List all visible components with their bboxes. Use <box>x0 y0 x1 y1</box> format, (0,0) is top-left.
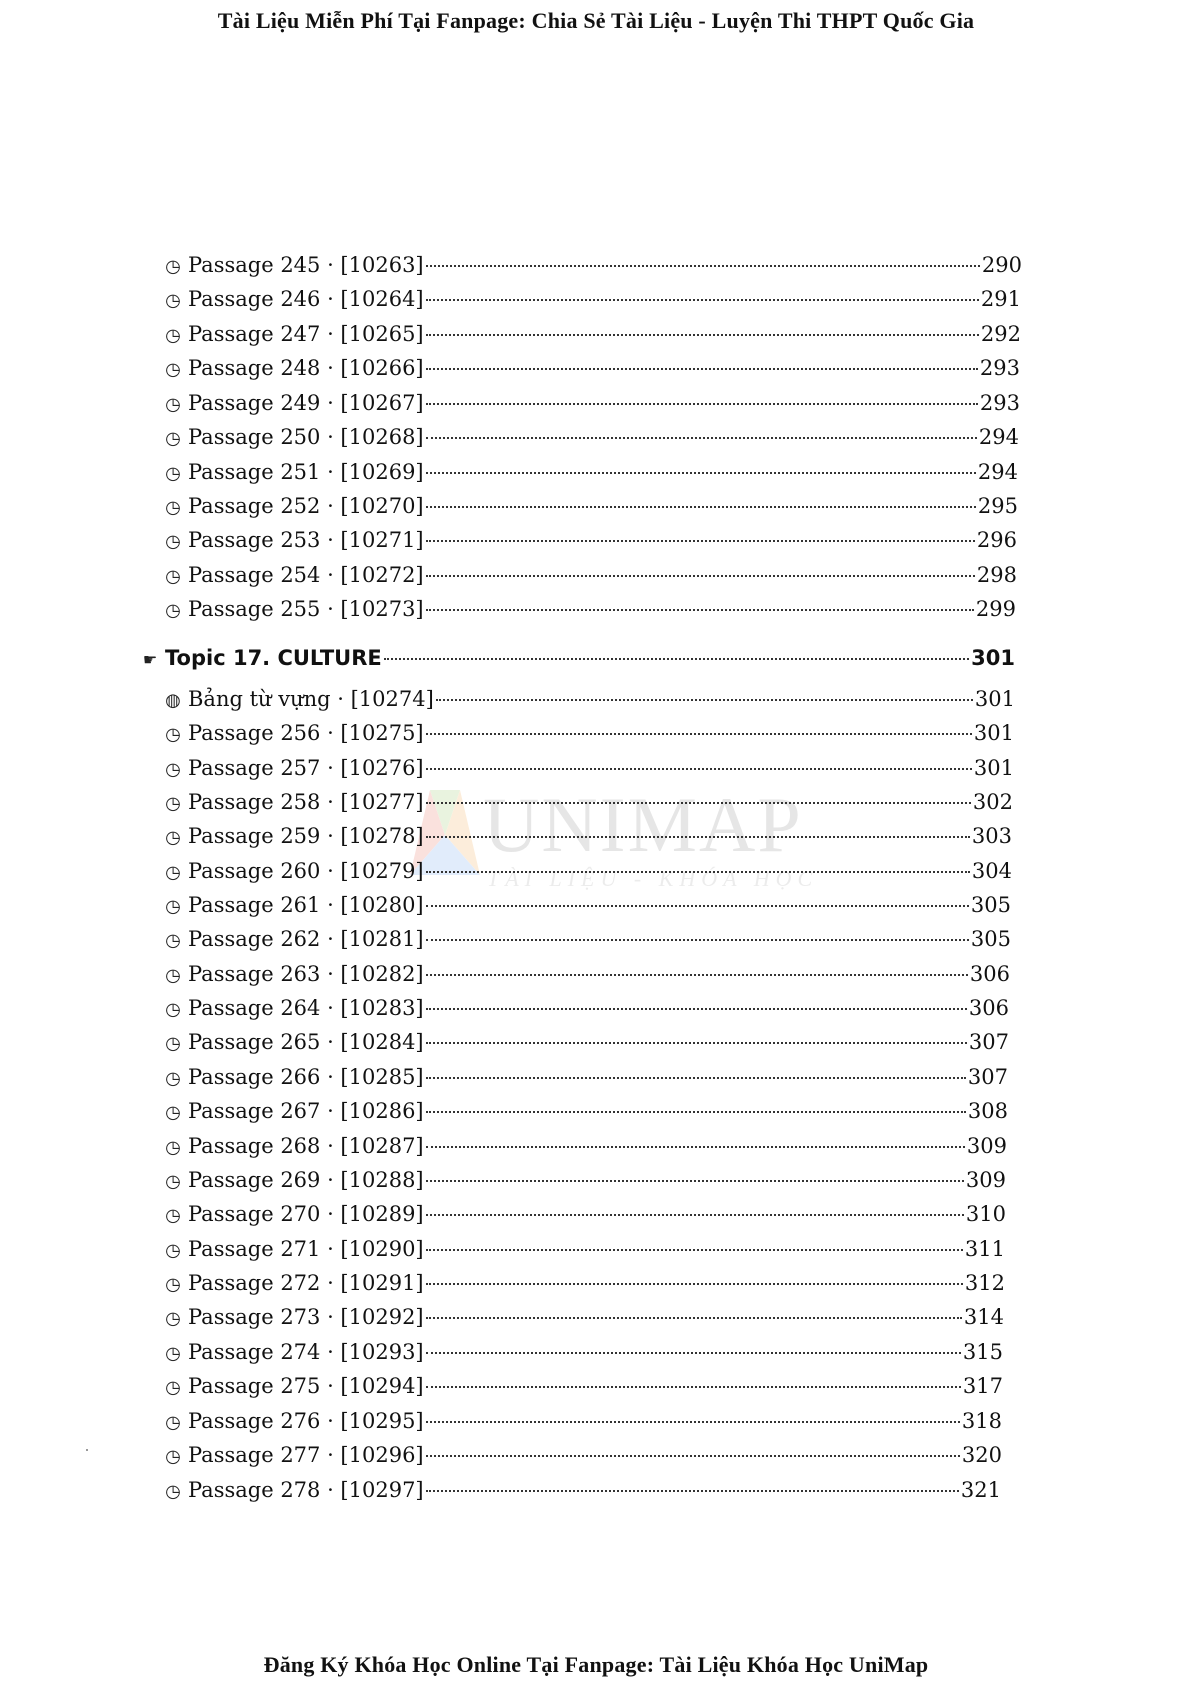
dot-leader <box>426 1146 965 1148</box>
toc-entry-label: Passage 251 · [10269] <box>188 460 424 484</box>
toc-page-number: 301 <box>973 756 1014 780</box>
clock-icon: ◷ <box>165 566 181 587</box>
toc-page-number: 294 <box>978 425 1019 449</box>
toc-entry-row[interactable] <box>163 1096 1008 1126</box>
toc-entry-label: Passage 250 · [10268] <box>188 425 424 449</box>
dot-leader <box>426 1077 966 1079</box>
clock-icon: ◷ <box>165 1412 181 1433</box>
toc-entry-label: Passage 252 · [10270] <box>188 494 424 518</box>
toc-entry-label: Passage 246 · [10264] <box>188 287 424 311</box>
dot-leader <box>426 1249 963 1251</box>
dot-leader <box>426 1421 960 1423</box>
dot-leader <box>426 334 979 336</box>
dot-leader <box>426 403 978 405</box>
toc-entry-row[interactable] <box>163 1440 1002 1470</box>
clock-icon: ◷ <box>165 896 181 917</box>
toc-page-number: 312 <box>964 1271 1005 1295</box>
toc-entry-row[interactable] <box>163 924 1011 954</box>
toc-entry-label: Passage 249 · [10267] <box>188 391 424 415</box>
dot-leader <box>426 299 979 301</box>
toc-entry-label: Topic 17. CULTURE <box>165 646 382 670</box>
toc-page-number: 301 <box>974 687 1015 711</box>
toc-page-number: 305 <box>970 927 1011 951</box>
toc-entry-row[interactable] <box>163 1165 1006 1195</box>
toc-entry-label: Passage 275 · [10294] <box>188 1374 424 1398</box>
clock-icon: ◷ <box>165 1308 181 1329</box>
toc-entry-row[interactable] <box>163 856 1012 886</box>
toc-entry-row[interactable] <box>163 1131 1007 1161</box>
toc-entry-label: Passage 276 · [10295] <box>188 1409 424 1433</box>
dot-leader <box>426 540 975 542</box>
hand-pointing-icon: ☛ <box>142 650 158 669</box>
dot-leader <box>426 437 977 439</box>
toc-page-number: 315 <box>962 1340 1003 1364</box>
toc-entry-row[interactable] <box>163 353 1020 383</box>
toc-page-number: 294 <box>977 460 1018 484</box>
toc-page-number: 309 <box>966 1134 1007 1158</box>
toc-entry-label: Passage 256 · [10275] <box>188 721 424 745</box>
dot-leader <box>426 368 978 370</box>
toc-entry-label: Passage 259 · [10278] <box>188 824 424 848</box>
toc-page-number: 293 <box>979 356 1020 380</box>
toc-page-number: 317 <box>962 1374 1003 1398</box>
toc-entry-label: Passage 260 · [10279] <box>188 859 424 883</box>
toc-page-number: 306 <box>969 962 1010 986</box>
clock-icon: ◷ <box>165 1068 181 1089</box>
clock-icon: ◷ <box>165 1343 181 1364</box>
toc-entry-label: Passage 272 · [10291] <box>188 1271 424 1295</box>
clock-icon: ◷ <box>165 1274 181 1295</box>
toc-entry-row[interactable] <box>163 560 1017 590</box>
dot-leader <box>426 1386 961 1388</box>
clock-icon: ◷ <box>165 600 181 621</box>
globe-icon: ◍ <box>165 690 181 711</box>
toc-entry-row[interactable] <box>163 525 1017 555</box>
clock-icon: ◷ <box>165 394 181 415</box>
page-header: Tài Liệu Miễn Phí Tại Fanpage: Chia Sẻ Tài Liệu - Luyện Thi THPT Quốc Gia <box>217 8 975 33</box>
toc-entry-label: Passage 247 · [10265] <box>188 322 424 346</box>
toc-entry-row[interactable] <box>163 1199 1006 1229</box>
dot-leader <box>426 1042 967 1044</box>
clock-icon: ◷ <box>165 1102 181 1123</box>
dot-leader <box>426 1352 961 1354</box>
watermark-title: UNIMAP <box>483 781 803 868</box>
toc-entry-row[interactable] <box>163 753 1014 783</box>
clock-icon: ◷ <box>165 1205 181 1226</box>
dot-leader <box>426 974 968 976</box>
clock-icon: ◷ <box>165 428 181 449</box>
toc-page-number: 308 <box>967 1099 1008 1123</box>
dot-leader <box>384 658 969 660</box>
toc-entry-row[interactable] <box>163 787 1013 817</box>
toc-entry-label: Passage 278 · [10297] <box>188 1478 424 1502</box>
dot-leader <box>426 1008 967 1010</box>
toc-page-number: 305 <box>970 893 1011 917</box>
toc-entry-label: Passage 253 · [10271] <box>188 528 424 552</box>
toc-page-number: 304 <box>971 859 1012 883</box>
toc-page-number: 293 <box>979 391 1020 415</box>
clock-icon: ◷ <box>165 531 181 552</box>
dot-leader <box>426 768 972 770</box>
toc-entry-label: Passage 263 · [10282] <box>188 962 424 986</box>
toc-entry-row[interactable] <box>163 250 1022 280</box>
toc-entry-row[interactable] <box>163 959 1010 989</box>
dot-leader <box>426 609 974 611</box>
clock-icon: ◷ <box>165 290 181 311</box>
scan-speck <box>86 1449 88 1451</box>
toc-entry-label: Passage 271 · [10290] <box>188 1237 424 1261</box>
toc-entry-row[interactable] <box>163 1371 1003 1401</box>
toc-page-number: 291 <box>980 287 1021 311</box>
toc-entry-row[interactable] <box>163 422 1019 452</box>
dot-leader <box>426 575 975 577</box>
dot-leader <box>426 265 980 267</box>
toc-entry-row[interactable] <box>163 1234 1005 1264</box>
clock-icon: ◷ <box>165 256 181 277</box>
toc-page-number: 295 <box>977 494 1018 518</box>
clock-icon: ◷ <box>165 325 181 346</box>
toc-entry-row[interactable] <box>163 821 1012 851</box>
clock-icon: ◷ <box>165 1033 181 1054</box>
dot-leader <box>426 939 969 941</box>
clock-icon: ◷ <box>165 759 181 780</box>
toc-entry-label: Passage 268 · [10287] <box>188 1134 424 1158</box>
toc-page-number: 320 <box>961 1443 1002 1467</box>
clock-icon: ◷ <box>165 1481 181 1502</box>
dot-leader <box>426 905 969 907</box>
toc-page-number: 301 <box>973 721 1014 745</box>
toc-entry-row[interactable] <box>163 684 1015 714</box>
toc-topic-row[interactable] <box>140 643 1015 673</box>
toc-entry-label: Bảng từ vựng · [10274] <box>188 687 434 711</box>
toc-entry-label: Passage 269 · [10288] <box>188 1168 424 1192</box>
clock-icon: ◷ <box>165 1377 181 1398</box>
clock-icon: ◷ <box>165 1137 181 1158</box>
clock-icon: ◷ <box>165 1171 181 1192</box>
clock-icon: ◷ <box>165 497 181 518</box>
toc-entry-row[interactable] <box>163 1337 1003 1367</box>
toc-entry-label: Passage 261 · [10280] <box>188 893 424 917</box>
toc-entry-row[interactable] <box>163 1406 1002 1436</box>
dot-leader <box>426 1283 963 1285</box>
toc-entry-row[interactable] <box>163 1268 1005 1298</box>
dot-leader <box>426 733 972 735</box>
toc-entry-label: Passage 257 · [10276] <box>188 756 424 780</box>
toc-entry-label: Passage 273 · [10292] <box>188 1305 424 1329</box>
toc-page-number: 298 <box>976 563 1017 587</box>
toc-entry-label: Passage 245 · [10263] <box>188 253 424 277</box>
toc-entry-row[interactable] <box>163 388 1020 418</box>
toc-entry-label: Passage 264 · [10283] <box>188 996 424 1020</box>
dot-leader <box>426 1214 964 1216</box>
toc-page-number: 309 <box>965 1168 1006 1192</box>
toc-entry-row[interactable] <box>163 890 1011 920</box>
toc-page-number: 311 <box>964 1237 1005 1261</box>
dot-leader <box>426 1180 964 1182</box>
page-footer: Đăng Ký Khóa Học Online Tại Fanpage: Tài Liệu Khóa Học UniMap <box>263 1652 929 1677</box>
toc-entry-label: Passage 277 · [10296] <box>188 1443 424 1467</box>
toc-entry-label: Passage 274 · [10293] <box>188 1340 424 1364</box>
toc-page-number: 310 <box>965 1202 1006 1226</box>
dot-leader <box>426 802 971 804</box>
toc-page-number: 301 <box>971 646 1015 670</box>
dot-leader <box>426 836 970 838</box>
toc-entry-label: Passage 270 · [10289] <box>188 1202 424 1226</box>
dot-leader <box>426 1317 962 1319</box>
toc-entry-label: Passage 248 · [10266] <box>188 356 424 380</box>
toc-entry-label: Passage 254 · [10272] <box>188 563 424 587</box>
toc-entry-label: Passage 266 · [10285] <box>188 1065 424 1089</box>
toc-entry-row[interactable] <box>163 718 1014 748</box>
clock-icon: ◷ <box>165 999 181 1020</box>
clock-icon: ◷ <box>165 1446 181 1467</box>
toc-entry-row[interactable] <box>163 1475 1001 1505</box>
toc-entry-row[interactable] <box>163 457 1018 487</box>
toc-entry-row[interactable] <box>163 1302 1004 1332</box>
toc-entry-row[interactable] <box>163 491 1018 521</box>
toc-page-number: 307 <box>967 1065 1008 1089</box>
toc-page-number: 306 <box>968 996 1009 1020</box>
toc-page-number: 292 <box>980 322 1021 346</box>
dot-leader <box>426 506 976 508</box>
dot-leader <box>426 1490 959 1492</box>
toc-page-number: 314 <box>963 1305 1004 1329</box>
toc-entry-row[interactable] <box>163 284 1021 314</box>
toc-page-number: 321 <box>960 1478 1001 1502</box>
toc-entry-row[interactable] <box>163 594 1016 624</box>
clock-icon: ◷ <box>165 724 181 745</box>
toc-entry-label: Passage 262 · [10281] <box>188 927 424 951</box>
toc-page-number: 307 <box>968 1030 1009 1054</box>
clock-icon: ◷ <box>165 862 181 883</box>
clock-icon: ◷ <box>165 1240 181 1261</box>
clock-icon: ◷ <box>165 827 181 848</box>
clock-icon: ◷ <box>165 359 181 380</box>
toc-entry-label: Passage 265 · [10284] <box>188 1030 424 1054</box>
clock-icon: ◷ <box>165 793 181 814</box>
toc-page-number: 302 <box>972 790 1013 814</box>
dot-leader <box>426 1455 960 1457</box>
toc-entry-row[interactable] <box>163 993 1009 1023</box>
dot-leader <box>426 472 976 474</box>
toc-entry-label: Passage 267 · [10286] <box>188 1099 424 1123</box>
toc-entry-label: Passage 258 · [10277] <box>188 790 424 814</box>
toc-entry-row[interactable] <box>163 1062 1008 1092</box>
dot-leader <box>436 699 973 701</box>
clock-icon: ◷ <box>165 463 181 484</box>
clock-icon: ◷ <box>165 965 181 986</box>
toc-page-number: 290 <box>981 253 1022 277</box>
toc-entry-row[interactable] <box>163 1027 1009 1057</box>
toc-page-number: 303 <box>971 824 1012 848</box>
dot-leader <box>426 871 970 873</box>
watermark-subtitle: TÀI LIỆU - KHÓA HỌC <box>487 866 819 891</box>
clock-icon: ◷ <box>165 930 181 951</box>
toc-entry-row[interactable] <box>163 319 1021 349</box>
dot-leader <box>426 1111 966 1113</box>
toc-page-number: 318 <box>961 1409 1002 1433</box>
toc-page-number: 299 <box>975 597 1016 621</box>
toc-entry-label: Passage 255 · [10273] <box>188 597 424 621</box>
toc-page-number: 296 <box>976 528 1017 552</box>
